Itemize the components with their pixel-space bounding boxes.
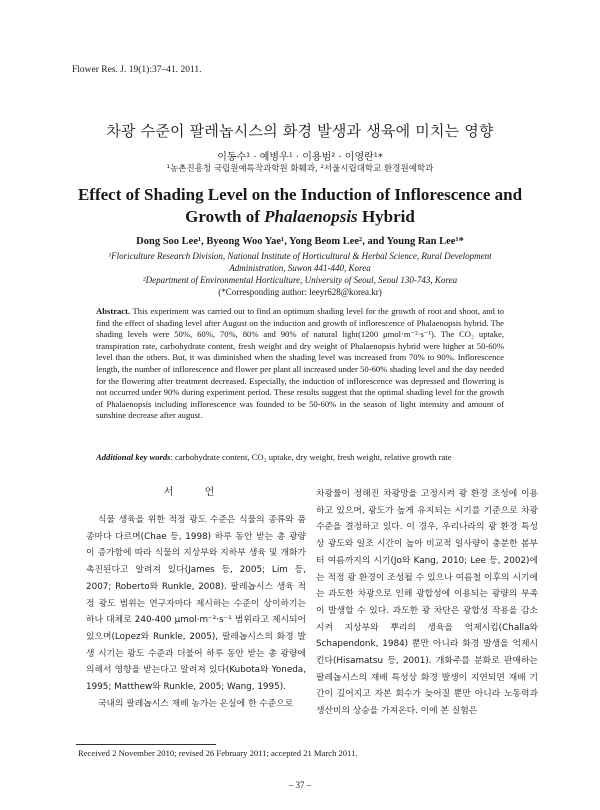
title-part: Hybrid xyxy=(357,207,415,226)
corresponding-author: (*Corresponding author: leeyr628@korea.kr) xyxy=(218,287,382,297)
abstract-label: Abstract. xyxy=(96,306,131,316)
abstract xyxy=(96,306,504,422)
english-title-line2 xyxy=(60,206,540,228)
keywords-text: : carbohydrate content, CO₂ uptake, dry weight, fresh weight, relative growth rate xyxy=(170,452,452,462)
korean-title: 차광 수준이 팔레놉시스의 화경 발생과 생육에 미치는 영향 xyxy=(106,122,494,140)
affiliation-1-cont: Administration, Suwon 441-440, Korea xyxy=(229,263,371,273)
title-part: Growth of xyxy=(185,207,265,226)
english-title xyxy=(60,184,540,228)
intro-paragraph-1: 식물 생육을 위한 적정 광도 수준은 식물의 종류와 품종마다 다르며(Chae 등, 1998) 하루 동안 받는 총 광량이 증가함에 따라 식물의 지상부와 지하부 생육 및 개화가 촉진된다고 알려져 있다(James 등, 2005; Lim 등, 2007; Roberto와 Runkle, 2008). 팔레놉시스 생육 적정 광도 범위는 연구자마다 제시하는 수준이 상이하기는 하나 대체로 240-400 μmol·m⁻²·s⁻¹ 범위라고 제시되어 있으며(Lopez와 Runkle, 2005), 팔레놉시스의 화경 발생 시기는 광도 수준과 더불어 하루 동안 받는 총 광량에 의해서 영향을 받는다고 알려져 있다(Kubota와 Yoneda, 1995; Matthew와 Runkle, 2005; Wang, 1995). xyxy=(86,515,306,693)
intro-paragraph-continued: 차광률이 정해진 차광망을 고정시켜 광 환경 조성에 이용하고 있으며, 광도가 높게 유지되는 시기를 기준으로 차광 수준을 결정하고 있다. 이 경우, 우리나라의 광 환경 특성상 광도와 일조 시간이 높아 비교적 일사량이 충분한 봄부터 여름까지의 시기(Jo와 Kang, 2010; Lee 등, 2002)에는 적정 광 환경이 조성될 수 있으나 여름철 이후의 시기에는 과도한 차광으로 인해 광합성에 이용되는 광량의 부족이 발생할 수 있다. 과도한 광 차단은 광합성 작용을 감소시켜 지상부와 뿌리의 생육을 억제시킴(Challa와 Schapendonk, 1984) 뿐만 아니라 화경 발생을 억제시킨다(Hisamatsu 등, 2001). 개화주를 분화로 판매하는 팔레놉시스의 재배 특성상 화경 발생이 지연되면 재배 기간이 길어지고 자본 회수가 늦어질 뿐만 아니라 노동력과 생산비의 상승을 가져온다. 이에 본 실험은 xyxy=(316,489,538,717)
english-authors: Dong Soo Lee¹, Byeong Woo Yae¹, Yong Beom Lee², and Young Ran Lee¹* xyxy=(136,236,464,247)
section-heading-intro: 서 언 xyxy=(163,487,229,498)
title-genus: Phalaenopsis xyxy=(264,207,358,226)
journal-citation: Flower Res. J. 19(1):37–41. 2011. xyxy=(72,65,202,75)
korean-affiliation: ¹농촌진흥청 국립원예특작과학원 화훼과, ²서울시립대학교 환경원예학과 xyxy=(166,164,434,174)
left-column xyxy=(86,486,306,712)
right-column xyxy=(316,486,538,720)
english-title-line1: Effect of Shading Level on the Induction of Inflorescence and xyxy=(77,185,523,204)
korean-authors: 이동수¹ · 예병우¹ · 이용범² · 이영란¹* xyxy=(217,152,383,163)
intro-paragraph-2: 국내의 팔레놉시스 재배 농가는 온실에 한 수준으로 xyxy=(98,698,294,709)
page-number: – 37 – xyxy=(288,780,312,790)
keywords xyxy=(96,452,504,464)
received-dates: Received 2 November 2010; revised 26 February 2011; accepted 21 March 2011. xyxy=(78,748,358,758)
affiliation-2: ²Department of Environmental Horticulture, University of Seoul, Seoul 130-743, Korea xyxy=(142,275,458,285)
abstract-text: This experiment was carried out to find an optimum shading level for the growth of root and shoot, and to find the effect of shading level after August on the induction and growth of inflorescence of Phalaenopsis hybrid. The shading levels were 50%, 60%, 70%, 80% and 90% of natural light(1200 μmol·m⁻²·s⁻¹). The CO₂ uptake, transpiration rate, carbohydrate content, fresh weight and dry weight of Phalaenopsis hybrid were higher at 50-60% level than the others. But, it was diminished when the shading level was increased from 70% to 90%. Inflorescence length, the number of inflorescence and flower per plant all increased under 50-60% shading level and the day needed for the flowering after treatment decreased. Especially, the induction of inflorescence was depressed and flowering is not occurred under 90% during experiment period. These results suggest that the optimal shading level for the growth of Phalaenopsis including inflorescence was founded to be 50-60% in the season of light intensity and amount of sunshine decrease after august. xyxy=(96,306,505,421)
affiliation-1: ¹Floriculture Research Division, National Institute of Horticultural & Herbal Science, Rural Development xyxy=(108,251,492,261)
footnote-rule xyxy=(76,744,216,745)
keywords-label: Additional key words xyxy=(96,452,171,462)
english-affiliations xyxy=(70,250,530,298)
